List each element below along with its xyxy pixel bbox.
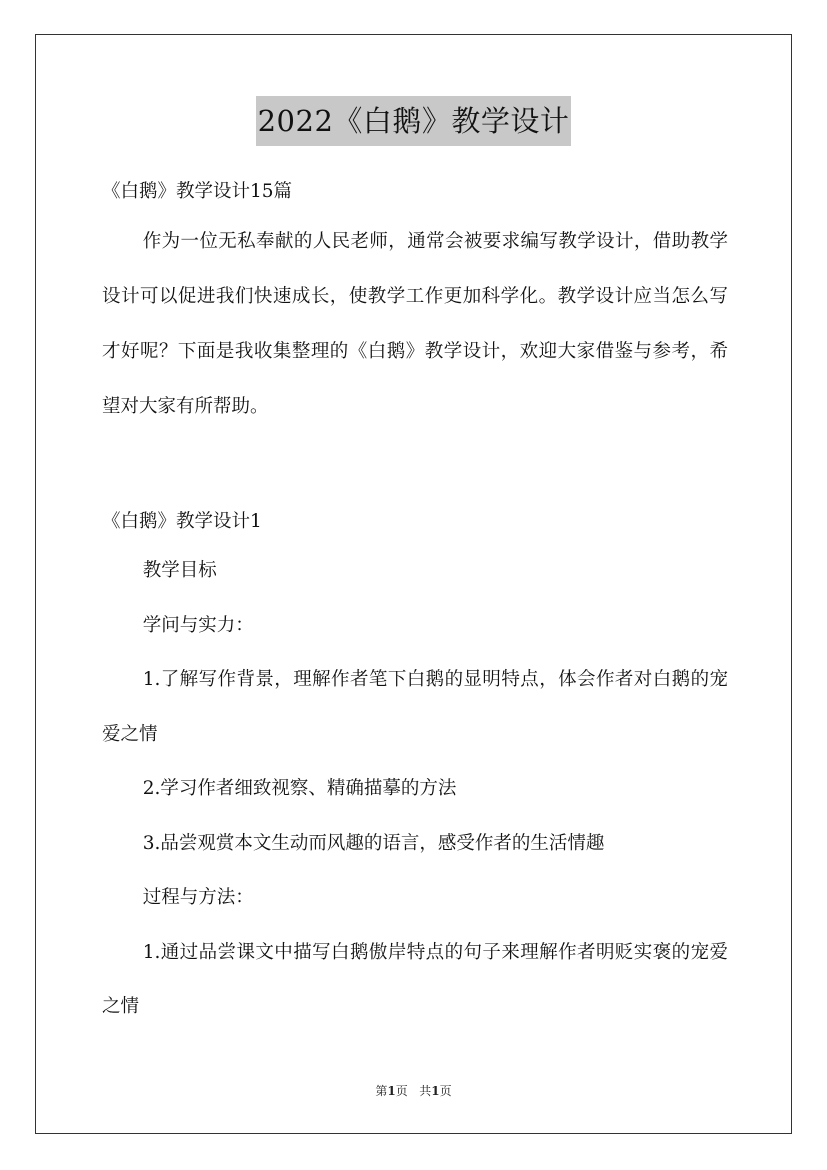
document-subtitle: 《白鹅》教学设计15篇: [102, 181, 293, 202]
line-goal-2: 2.学习作者细致视察、精确描摹的方法: [142, 778, 457, 799]
footer-page-unit: 页: [395, 1084, 408, 1098]
line-knowledge-ability: 学问与实力：: [142, 614, 254, 636]
line-goal-1: 1.了解写作背景，理解作者笔下白鹅的显明特点，体会作者对白鹅的宠爱之情: [102, 669, 728, 745]
footer-page-number: 1: [387, 1084, 396, 1098]
page-footer: [0, 1082, 827, 1099]
line-process-1: 1.通过品尝课文中描写白鹅傲岸特点的句子来理解作者明贬实褒的宠爱之情: [102, 941, 728, 1017]
intro-paragraph: 作为一位无私奉献的人民老师，通常会被要求编写教学设计，借助教学设计可以促进我们快速成长，使教学工作更加科学化。教学设计应当怎么写才好呢？下面是我收集整理的《白鹅》教学设计，欢迎大家借鉴与参考，希望对大家有所帮助。: [102, 231, 728, 417]
footer-page-label: 第: [375, 1084, 388, 1098]
section-spacer: [102, 434, 728, 500]
footer-total-number: 1: [431, 1084, 440, 1098]
section-heading: 《白鹅》教学设计1: [102, 511, 262, 532]
line-goal-3: 3.品尝观赏本文生动而风趣的语言，感受作者的生活情趣: [142, 832, 605, 854]
document-title: 2022《白鹅》教学设计: [256, 96, 572, 146]
title-container: [0, 96, 827, 146]
line-teaching-goals: 教学目标: [142, 560, 217, 581]
footer-total-label: 共: [419, 1084, 432, 1098]
line-process-method: 过程与方法：: [142, 887, 254, 908]
document-body: [102, 170, 728, 1035]
footer-total-unit: 页: [439, 1084, 452, 1098]
